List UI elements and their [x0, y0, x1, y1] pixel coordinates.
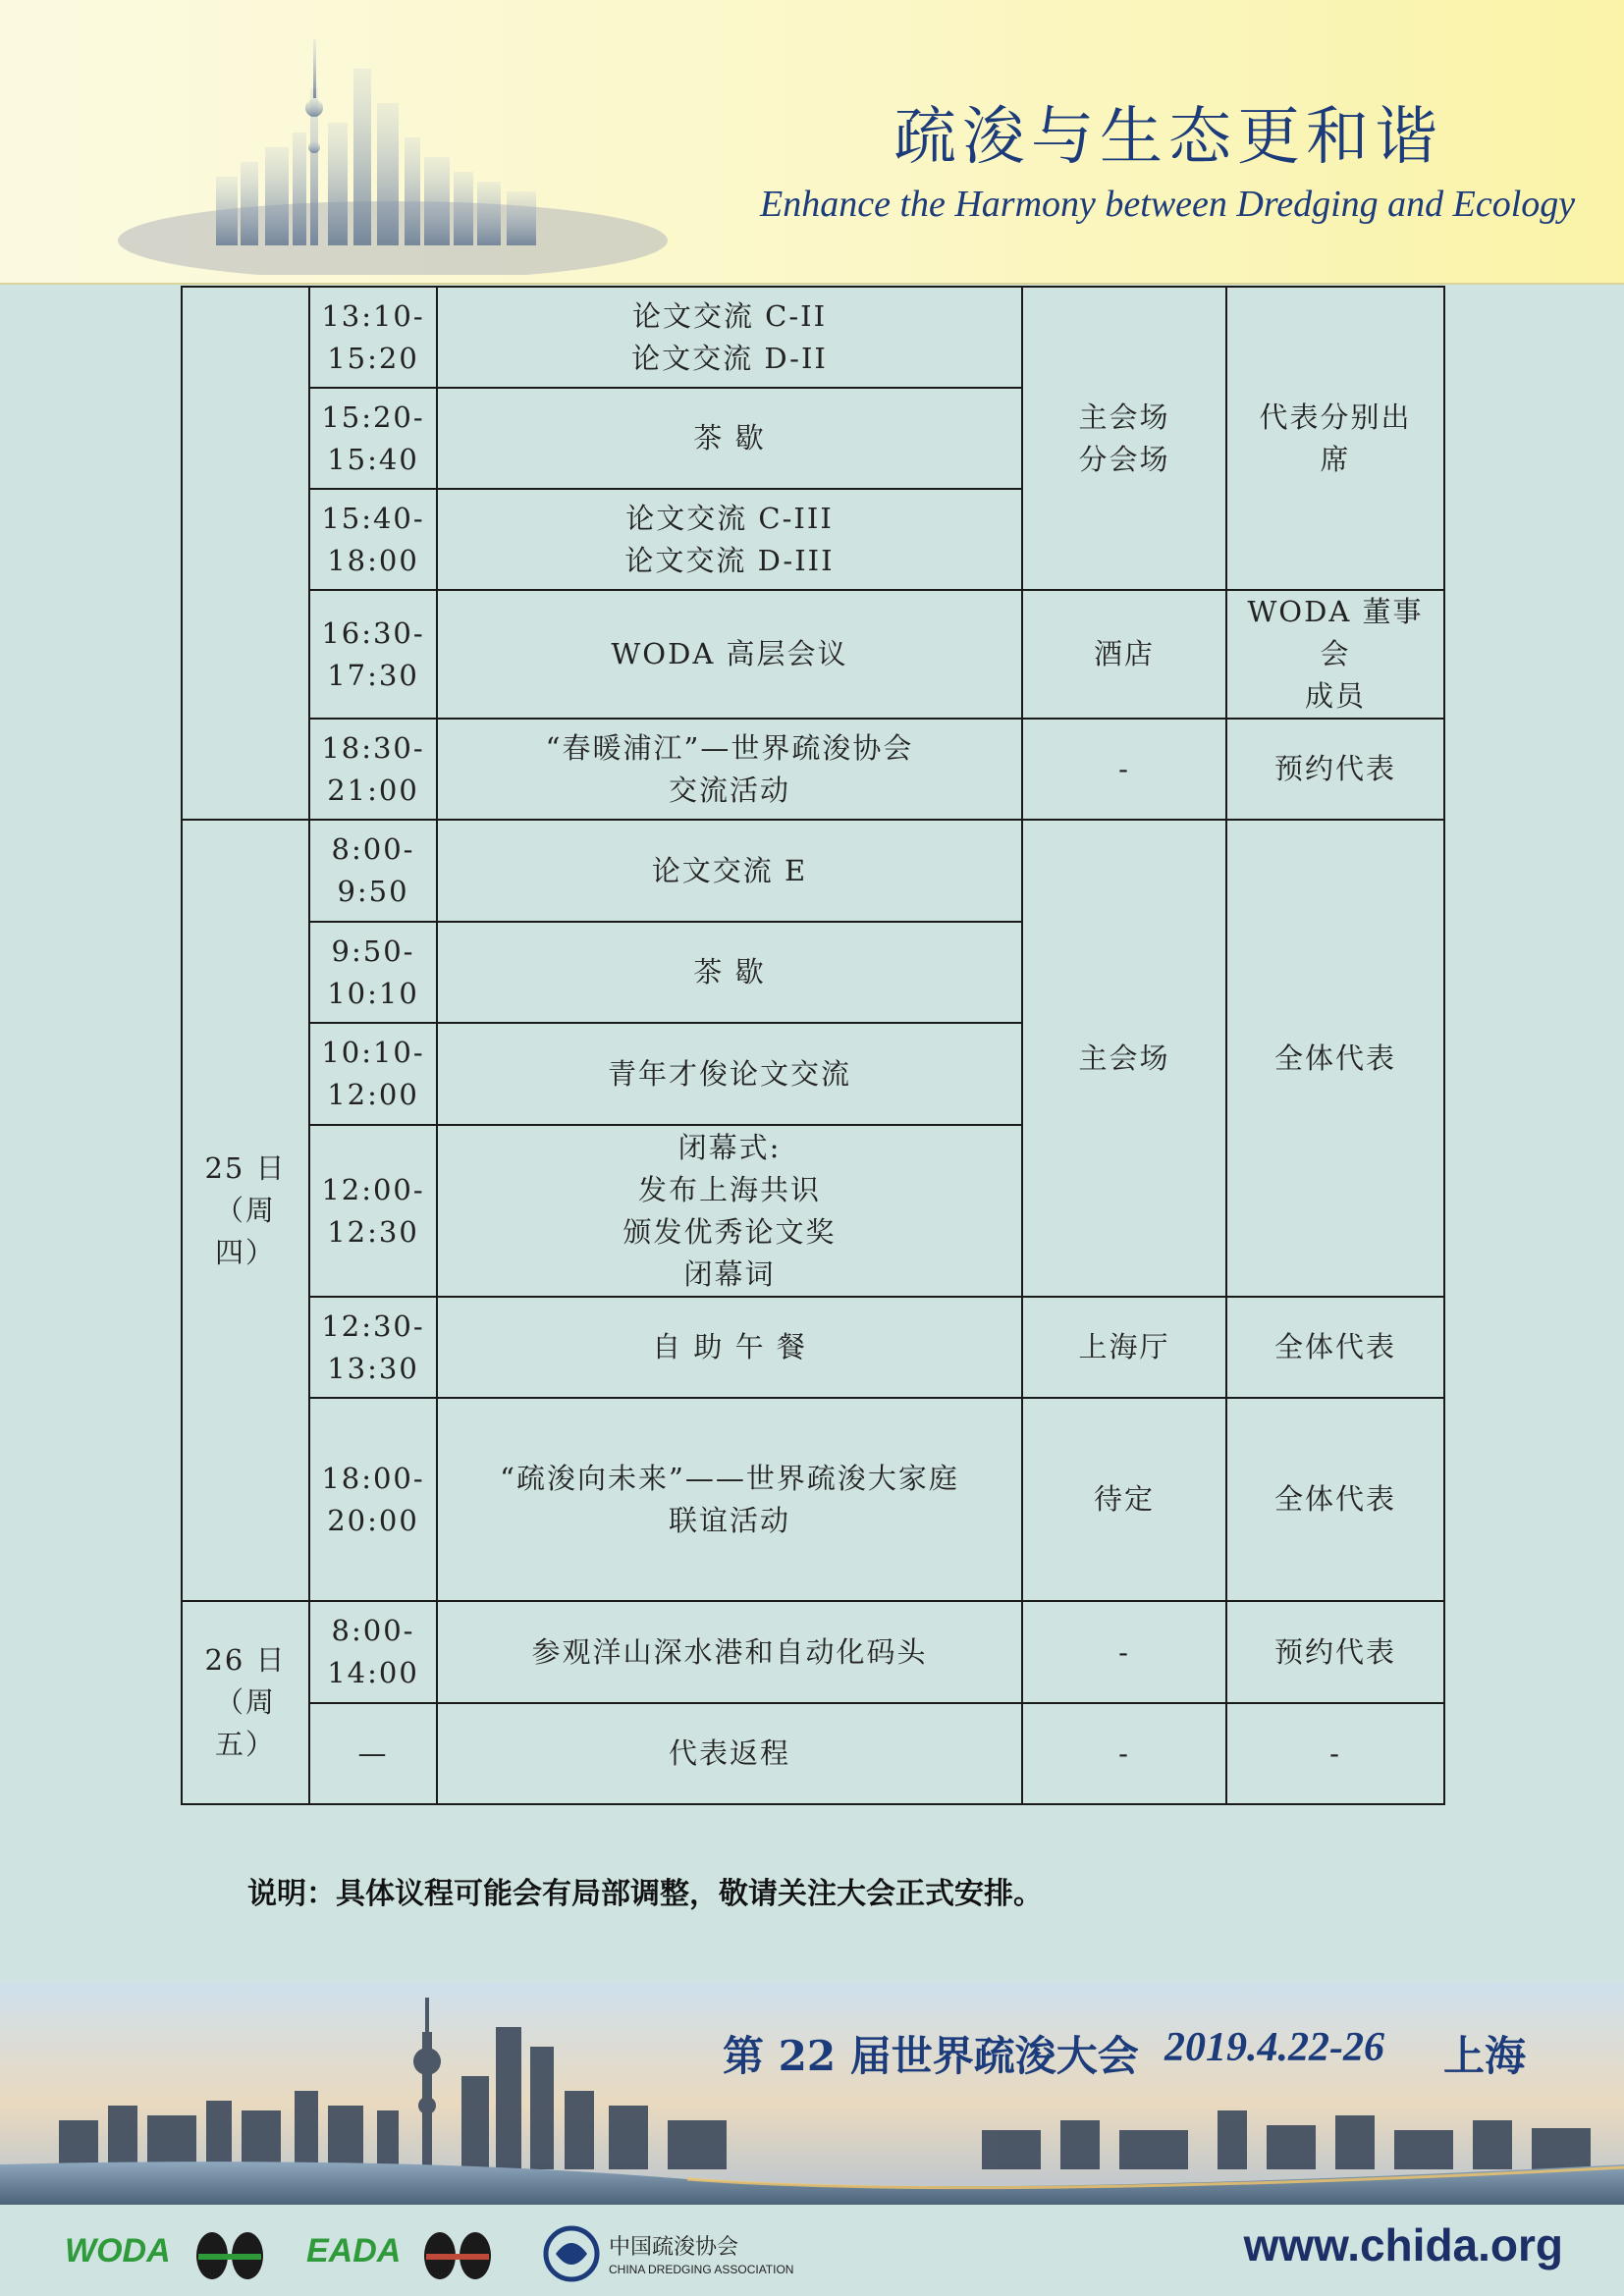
event-cell: 茶 歇 — [437, 922, 1022, 1023]
event-cell: WODA 高层会议 — [437, 590, 1022, 719]
agenda-row — [182, 1398, 1444, 1601]
location-cell: - — [1022, 1703, 1226, 1804]
agenda-row — [182, 1703, 1444, 1804]
time-cell: 12:30- 13:30 — [309, 1297, 437, 1398]
eada-logo-text: EADA — [306, 2232, 402, 2269]
time-cell: 15:20- 15:40 — [309, 388, 437, 489]
date-cell — [182, 287, 309, 820]
event-cell: 代表返程 — [437, 1703, 1022, 1804]
location-cell: 待定 — [1022, 1398, 1226, 1601]
footer-banner — [0, 1983, 1624, 2205]
time-cell: 18:30- 21:00 — [309, 719, 437, 820]
woda-logo-text: WODA — [65, 2232, 171, 2269]
event-cell: 论文交流 C-III 论文交流 D-III — [437, 489, 1022, 590]
time-cell: 9:50- 10:10 — [309, 922, 437, 1023]
chida-logo-text-cn: 中国疏浚协会 — [609, 2235, 739, 2260]
attendees-cell: 全体代表 — [1226, 1398, 1444, 1601]
location-cell: 主会场 — [1022, 820, 1226, 1297]
time-cell: 12:00- 12:30 — [309, 1125, 437, 1297]
time-cell: 16:30- 17:30 — [309, 590, 437, 719]
event-cell: 茶 歇 — [437, 388, 1022, 489]
event-cell: 闭幕式: 发布上海共识 颁发优秀论文奖 闭幕词 — [437, 1125, 1022, 1297]
location-cell: - — [1022, 1601, 1226, 1703]
location-cell: 主会场 分会场 — [1022, 287, 1226, 590]
time-cell: 10:10- 12:00 — [309, 1023, 437, 1125]
attendees-cell: WODA 董事会 成员 — [1226, 590, 1444, 719]
agenda-row — [182, 719, 1444, 820]
agenda-row — [182, 820, 1444, 922]
shanghai-skyline-image — [118, 29, 668, 275]
congress-name: 第 22 届世界疏浚大会 — [723, 2032, 1139, 2080]
chida-logo — [540, 2224, 835, 2279]
eada-logo — [306, 2224, 503, 2279]
event-cell: 参观洋山深水港和自动化码头 — [437, 1601, 1022, 1703]
header-title-chinese: 疏浚与生态更和谐 — [893, 101, 1443, 174]
event-cell: 青年才俊论文交流 — [437, 1023, 1022, 1125]
woda-logo — [65, 2224, 281, 2279]
event-cell: “春暖浦江”—世界疏浚协会 交流活动 — [437, 719, 1022, 820]
chida-logo-text-en: CHINA DREDGING ASSOCIATION — [609, 2263, 794, 2276]
time-cell: 13:10- 15:20 — [309, 287, 437, 388]
event-cell: 自 助 午 餐 — [437, 1297, 1022, 1398]
attendees-cell: 代表分别出 席 — [1226, 287, 1444, 590]
congress-date: 2019.4.22-26 — [1164, 2025, 1384, 2070]
attendees-cell: 预约代表 — [1226, 719, 1444, 820]
date-cell: 25 日 （周 四） — [182, 820, 309, 1601]
agenda-note: 说明：具体议程可能会有局部调整，敬请关注大会正式安排。 — [247, 1877, 1043, 1911]
attendees-cell: 预约代表 — [1226, 1601, 1444, 1703]
event-cell: 论文交流 C-II 论文交流 D-II — [437, 287, 1022, 388]
agenda-row — [182, 287, 1444, 388]
location-cell: 酒店 — [1022, 590, 1226, 719]
header-title-english: Enhance the Harmony between Dredging and Ecology — [760, 184, 1576, 225]
page-header — [0, 0, 1624, 285]
event-cell: “疏浚向未来”——世界疏浚大家庭 联谊活动 — [437, 1398, 1022, 1601]
date-cell: 26 日 （周 五） — [182, 1601, 309, 1804]
event-cell: 论文交流 E — [437, 820, 1022, 922]
agenda-row — [182, 1297, 1444, 1398]
agenda-row — [182, 1601, 1444, 1703]
agenda-table — [181, 286, 1445, 1805]
bund-skyline-image — [0, 1983, 1624, 2205]
time-cell: 8:00- 9:50 — [309, 820, 437, 922]
time-cell: 18:00- 20:00 — [309, 1398, 437, 1601]
attendees-cell: - — [1226, 1703, 1444, 1804]
time-cell: — — [309, 1703, 437, 1804]
website-link[interactable]: www.chida.org — [1243, 2219, 1563, 2270]
congress-city: 上海 — [1443, 2032, 1527, 2080]
attendees-cell: 全体代表 — [1226, 820, 1444, 1297]
time-cell: 15:40- 18:00 — [309, 489, 437, 590]
agenda-row — [182, 590, 1444, 719]
location-cell: - — [1022, 719, 1226, 820]
location-cell: 上海厅 — [1022, 1297, 1226, 1398]
time-cell: 8:00- 14:00 — [309, 1601, 437, 1703]
agenda-body — [182, 287, 1444, 1804]
attendees-cell: 全体代表 — [1226, 1297, 1444, 1398]
